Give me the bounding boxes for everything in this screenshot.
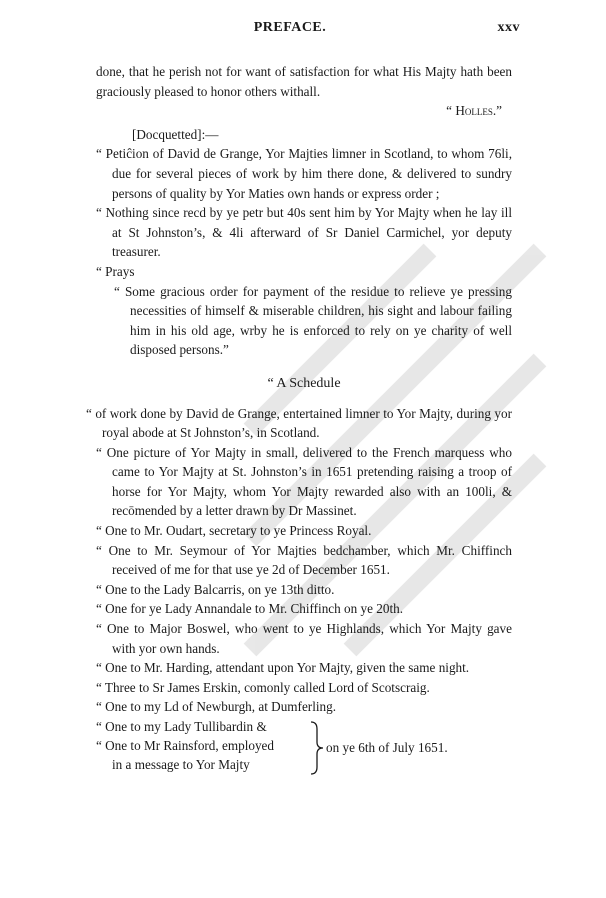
right-brace-icon (310, 721, 324, 775)
prays-paragraph: “ Some gracious order for payment of the residue to relieve ye pressing necessities of himself & miserable children, his sight and labour failing him in his old age, wrby he is enforced to rely on ye charity of well disposed persons.” (114, 283, 512, 358)
schedule-list (96, 443, 512, 717)
docquet-label: [Docquetted]:— (132, 126, 219, 142)
nothing-since-paragraph: “ Nothing since recd by ye petr but 40s sent him by Yor Majty when he lay ill at St Johnston’s, & 4li afterward of Sr Daniel Carmichel, yor deputy treasurer. (96, 205, 512, 260)
schedule-item: “ One picture of Yor Majty in small, delivered to the French marquess who came to Yor Majty at St. Johnston’s in 1651 pretending raising a troop of horse for Yor Majty, whom Yor Majty rewarded also with an 100li, & recōmended by a letter drawn by Dr Massinet. (96, 444, 512, 519)
schedule-item: “ One to Mr. Harding, attendant upon Yor Majty, given the same night. (96, 660, 470, 676)
brace-date: on ye 6th of July 1651. (326, 740, 448, 755)
schedule-intro: “ of work done by David de Grange, entertained limner to Yor Majty, during yor royal abode at St Johnston’s, in Scotland. (86, 405, 512, 441)
brace-line-message: in a message to Yor Majty (112, 757, 250, 772)
brace-line-tullibardin: “ One to my Lady Tullibardin & (96, 719, 267, 734)
schedule-item: “ One to Mr. Oudart, secretary to ye Princess Royal. (96, 523, 372, 539)
page-number: xxv (497, 20, 520, 35)
bracketed-entries (96, 717, 512, 775)
prays-label: “ Prays (96, 263, 135, 279)
schedule-item: “ One for ye Lady Annandale to Mr. Chiffinch on ye 20th. (96, 601, 404, 617)
signature-holles: “ Holles.” (446, 103, 502, 119)
schedule-item: “ One to my Ld of Newburgh, at Dumferling. (96, 699, 337, 715)
opening-paragraph: done, that he perish not for want of satisfaction for what His Majty hath been graciously pleased to honor others withall. (96, 64, 512, 99)
petition-paragraph: “ Petiĉion of David de Grange, Yor Majties limner in Scotland, to whom 76li, due for several pieces of work by him there done, & delivered to sundry persons of quality by Yor Maties own hands or express order ; (96, 146, 512, 201)
running-title: PREFACE. (253, 20, 327, 35)
schedule-item: “ Three to Sr James Erskin, comonly called Lord of Scotscraig. (96, 679, 430, 695)
schedule-item: “ One to Major Boswel, who went to ye Highlands, which Yor Majty gave with yor own hands. (96, 621, 512, 656)
running-header (60, 20, 520, 44)
main-text (86, 62, 512, 775)
brace-line-rainsford: “ One to Mr Rainsford, employed (96, 738, 274, 753)
schedule-item: “ One to Mr. Seymour of Yor Majties bedchamber, which Mr. Chiffinch received of me for that use ye 2d of December 1651. (96, 542, 512, 578)
schedule-item: “ One to the Lady Balcarris, on ye 13th ditto. (96, 581, 335, 597)
schedule-heading: “ A Schedule (267, 375, 341, 391)
